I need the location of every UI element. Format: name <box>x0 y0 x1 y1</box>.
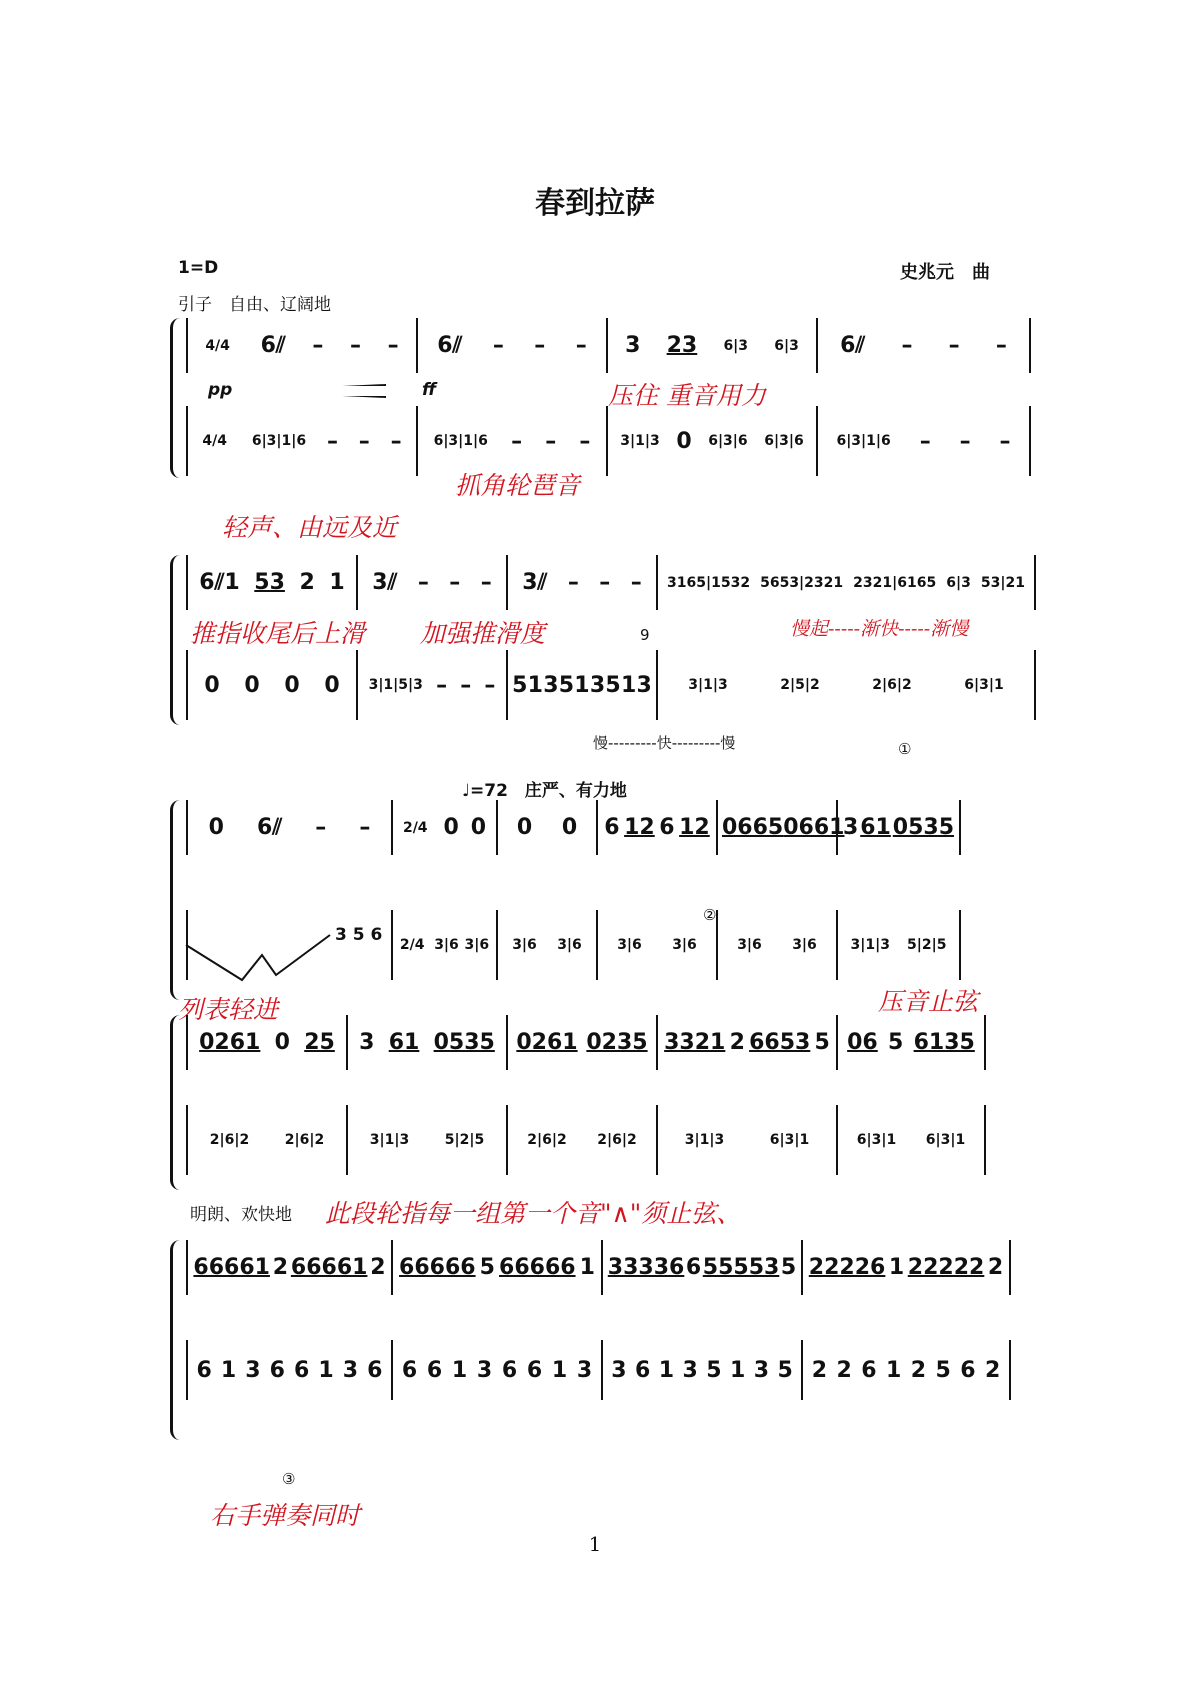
intro-marking: 引子 自由、辽阔地 <box>178 295 331 315</box>
page-title: 春到拉萨 <box>535 186 655 221</box>
measure <box>836 910 961 980</box>
measure <box>506 1105 656 1175</box>
note: 1 <box>888 1255 905 1280</box>
note: 3 <box>359 1030 375 1055</box>
dash: – <box>349 333 361 358</box>
note: 3 <box>589 672 606 698</box>
upper-voice <box>186 1240 1036 1295</box>
note: 0 <box>244 672 260 698</box>
note: 5 <box>479 1255 495 1280</box>
note: 61 <box>860 815 891 840</box>
time-signature: 4/4 <box>202 433 228 449</box>
dash: – <box>999 428 1011 454</box>
note: 3 <box>576 1357 593 1383</box>
annotation: 轻声、由远及近 <box>222 513 398 542</box>
measure <box>356 555 506 610</box>
chord: 3|6 <box>557 937 582 953</box>
dash: – <box>534 333 546 358</box>
note: 6135 <box>913 1030 975 1055</box>
measure <box>716 910 836 980</box>
measure <box>656 555 1036 610</box>
score-system <box>170 1015 1036 1190</box>
measure <box>816 318 1031 373</box>
measure <box>716 800 845 855</box>
note: 0 <box>561 815 578 840</box>
note: 1 <box>329 570 345 595</box>
measure <box>391 1240 601 1295</box>
page-number: 1 <box>588 1532 602 1556</box>
chord: 6|3|1|6 <box>251 433 307 449</box>
dash: – <box>995 333 1007 358</box>
note: 66666 <box>499 1255 576 1280</box>
note: 33336 <box>607 1255 685 1280</box>
chord: 2|6|2 <box>209 1132 250 1148</box>
key-signature: 1=D <box>178 258 219 278</box>
measure <box>391 1340 601 1400</box>
note: 6⫽ <box>840 333 866 358</box>
staff-brace <box>170 318 183 478</box>
note: 0 <box>470 815 487 840</box>
note: 0535 <box>892 815 955 840</box>
annotation: 压音止弦 <box>878 987 979 1016</box>
chord: 3|6 <box>737 937 762 953</box>
note: 5 <box>935 1357 951 1383</box>
note: 5 <box>706 1357 722 1383</box>
note: 0 <box>208 815 224 840</box>
note: 6653 <box>749 1030 811 1055</box>
note: 6 <box>526 1357 543 1383</box>
chord: 3|1|3 <box>620 433 660 449</box>
chord: 5|2|5 <box>444 1132 485 1148</box>
note: 0 <box>676 428 692 454</box>
note: 6⫽ <box>260 333 286 358</box>
time-signature: 4/4 <box>205 337 230 354</box>
note: 6 <box>426 1357 443 1383</box>
chord: 3|6 <box>792 937 817 953</box>
note: 25 <box>304 1030 335 1055</box>
measure <box>186 800 391 855</box>
time-signature: 2/4 <box>399 937 425 953</box>
note: 3 <box>625 333 641 358</box>
score-system <box>170 1240 1036 1440</box>
measure <box>656 650 1036 720</box>
note: 0235 <box>586 1030 648 1055</box>
note: 6 <box>685 1255 702 1280</box>
measure <box>391 800 496 855</box>
chord: 6|3|6 <box>708 433 748 449</box>
chord: 6|3|1 <box>769 1132 810 1148</box>
tuplet-number: 9 <box>640 626 650 644</box>
staff-brace <box>170 1015 183 1190</box>
note: 6⫽ <box>257 815 283 840</box>
measure <box>836 1105 986 1175</box>
note: 12 <box>679 815 710 840</box>
upper-voice <box>186 318 1036 373</box>
chord: 3|6 <box>434 937 459 953</box>
measure <box>506 1015 656 1070</box>
note: 6 <box>659 815 675 840</box>
note: 6 <box>294 1357 310 1383</box>
upper-voice <box>186 1015 1036 1070</box>
note: 3321 <box>664 1030 726 1055</box>
measure <box>356 650 506 720</box>
measure <box>606 406 816 476</box>
note: 1 <box>620 672 637 698</box>
chord: 3|1|3 <box>688 677 728 693</box>
note: 0 <box>324 672 340 698</box>
note: 61 <box>388 1030 420 1055</box>
upper-voice <box>186 800 1036 855</box>
note: 5 <box>780 1255 797 1280</box>
annotation: 压住 重音用力 <box>608 381 766 410</box>
note: 0665 <box>722 815 784 840</box>
staff-brace <box>170 555 183 725</box>
note: 1 <box>318 1357 334 1383</box>
note: 1 <box>729 1357 746 1383</box>
note: 6 <box>196 1357 212 1383</box>
chord: 5653|2321 <box>760 574 844 591</box>
note: 1 <box>451 1357 468 1383</box>
dash: – <box>460 672 472 698</box>
dash: – <box>358 428 370 454</box>
dash: – <box>599 570 611 595</box>
dash: – <box>545 428 557 454</box>
score-system <box>170 555 1036 725</box>
note: 3 <box>753 1357 770 1383</box>
note: 2 <box>836 1357 852 1383</box>
note: 5 <box>888 1030 904 1055</box>
chord: 6|3|1 <box>964 677 1004 693</box>
note: 0 <box>284 672 300 698</box>
annotation: 抓角轮琶音 <box>455 471 581 500</box>
measure <box>801 1240 1011 1295</box>
note: 22222 <box>907 1255 985 1280</box>
note: 6⫽ <box>437 333 463 358</box>
chord: 6|3|1 <box>925 1132 966 1148</box>
measure <box>656 1105 836 1175</box>
note: 6 <box>367 1357 383 1383</box>
measure <box>346 1105 506 1175</box>
dash: – <box>492 333 504 358</box>
note: 5 <box>512 672 528 698</box>
note: 0 <box>274 1030 290 1055</box>
note: 2 <box>910 1357 927 1383</box>
measure <box>186 1240 391 1295</box>
note: 2 <box>729 1030 745 1055</box>
lower-voice <box>186 910 1036 980</box>
note: 5 <box>814 1030 830 1055</box>
chord: 6|3|1|6 <box>836 433 891 449</box>
score-system <box>170 318 1036 478</box>
dash: – <box>390 428 402 454</box>
composer: 史兆元 曲 <box>900 262 990 283</box>
note: 5 <box>777 1357 793 1383</box>
chord: 6|3 <box>946 574 971 591</box>
note: 3 <box>543 672 559 698</box>
measure <box>801 1340 1011 1400</box>
dash: – <box>417 570 429 595</box>
chord: 5|2|5 <box>907 937 947 953</box>
chord: 2|6|2 <box>872 677 912 693</box>
chord: 3|1|3 <box>850 937 890 953</box>
dash: – <box>449 570 461 595</box>
dash: – <box>436 672 448 698</box>
note: 6 <box>269 1357 285 1383</box>
dash: – <box>630 570 642 595</box>
dynamic-ff: ff <box>422 380 437 400</box>
dynamic-pp: pp <box>208 380 233 400</box>
annotation: 右手弹奏同时 <box>210 1501 361 1530</box>
note: 1 <box>220 1357 237 1383</box>
note: 6 <box>401 1357 418 1383</box>
measure <box>601 1240 801 1295</box>
note: 2 <box>987 1255 1004 1280</box>
chord: 6|3|6 <box>764 433 804 449</box>
note: 0 <box>204 672 220 698</box>
measure <box>596 800 716 855</box>
note: 3 <box>245 1357 261 1383</box>
measure <box>506 555 656 610</box>
note: 53 <box>254 570 285 595</box>
section-circle-2: ② <box>703 906 717 924</box>
chord: 2|5|2 <box>780 677 820 693</box>
note: 3 <box>682 1357 698 1383</box>
annotation: 慢起-----渐快-----渐慢 <box>790 618 969 640</box>
note: 2 <box>299 570 315 595</box>
dash: – <box>919 428 931 454</box>
section-circle-3: ③ <box>282 1470 296 1488</box>
note: 2 <box>370 1255 386 1280</box>
note: 0535 <box>433 1030 495 1055</box>
chord: 2|6|2 <box>527 1132 567 1148</box>
chord: 2321|6165 <box>853 574 937 591</box>
note: 22226 <box>808 1255 886 1280</box>
note: 12 <box>624 815 655 840</box>
chord: 3|6 <box>512 937 537 953</box>
time-signature: 2/4 <box>402 819 428 836</box>
note: 6 <box>960 1357 976 1383</box>
measure <box>596 910 716 980</box>
measure <box>836 800 961 855</box>
measure <box>186 650 356 720</box>
measure <box>391 910 496 980</box>
note: 55553 <box>702 1255 780 1280</box>
staff-brace <box>170 1240 183 1440</box>
note: 0261 <box>199 1030 261 1055</box>
lower-voice <box>186 406 1036 476</box>
note: 1 <box>574 672 590 698</box>
measure <box>186 555 356 610</box>
score-system <box>170 800 1036 1000</box>
note: 1 <box>551 1357 568 1383</box>
note: 66661 <box>290 1255 368 1280</box>
chord: 6|3|1|6 <box>433 433 488 449</box>
note: 0661 <box>783 815 845 840</box>
measure <box>816 406 1031 476</box>
dash: – <box>312 333 324 358</box>
measure <box>606 318 816 373</box>
measure <box>656 1015 836 1070</box>
note: 3 <box>342 1357 359 1383</box>
chord: 3|1|5|3 <box>368 677 423 693</box>
measure <box>416 406 606 476</box>
measure <box>836 1015 986 1070</box>
dash: – <box>387 333 399 358</box>
note: 5 <box>605 672 621 698</box>
chord: 3|6 <box>672 937 697 953</box>
chord: 6|3|1 <box>856 1132 897 1148</box>
note: 06 <box>847 1030 878 1055</box>
measure <box>496 910 596 980</box>
note: 2 <box>272 1255 289 1280</box>
note: 6 <box>634 1357 651 1383</box>
glissando-notes: 3 5 6 <box>335 925 383 945</box>
note: 66666 <box>399 1255 476 1280</box>
dash: – <box>959 428 971 454</box>
dash: – <box>315 815 327 840</box>
note: 2 <box>984 1357 1001 1383</box>
measure <box>186 910 391 980</box>
chord: 3|6 <box>617 937 642 953</box>
chord: 2|6|2 <box>597 1132 637 1148</box>
note: 66661 <box>193 1255 270 1280</box>
dash: – <box>567 570 579 595</box>
measure <box>186 406 416 476</box>
measure <box>186 318 416 373</box>
chord: 3|6 <box>464 937 490 953</box>
note: 0 <box>516 815 533 840</box>
chord: 3|1|3 <box>369 1132 410 1148</box>
note: 6 <box>861 1357 877 1383</box>
lower-voice <box>186 650 1036 720</box>
note: 6 <box>604 815 620 840</box>
note: 3 <box>842 815 859 840</box>
dash: – <box>480 570 492 595</box>
annotation: 列表轻进 <box>178 995 279 1024</box>
note: 23 <box>666 333 698 358</box>
note: 3 <box>611 1357 627 1383</box>
note: 0 <box>443 815 459 840</box>
dash: – <box>359 815 371 840</box>
note: 3⫽ <box>372 570 398 595</box>
measure <box>186 1015 346 1070</box>
note: 3 <box>636 672 652 698</box>
upper-voice <box>186 555 1036 610</box>
note: 0261 <box>516 1030 578 1055</box>
note: 1 <box>579 1255 595 1280</box>
tempo-change: 慢---------快---------慢 <box>593 734 736 752</box>
chord: 6|3 <box>723 337 749 354</box>
dash: – <box>484 672 496 698</box>
chord: 53|21 <box>980 574 1025 591</box>
dash: – <box>901 333 913 358</box>
note: 1 <box>885 1357 902 1383</box>
chord: 3165|1532 <box>667 574 751 591</box>
tempo-marking: ♩=72 庄严、有力地 <box>462 781 627 801</box>
annotation: 推指收尾后上滑 <box>190 619 366 648</box>
measure <box>346 1015 506 1070</box>
measure <box>186 1340 391 1400</box>
note: 2 <box>811 1357 828 1383</box>
measure <box>601 1340 801 1400</box>
dash: – <box>948 333 960 358</box>
measure <box>496 800 596 855</box>
note: 1 <box>658 1357 675 1383</box>
note: 5 <box>558 672 575 698</box>
note: 6⫽1 <box>199 570 240 595</box>
chord: 2|6|2 <box>284 1132 325 1148</box>
lower-voice <box>186 1105 1036 1175</box>
staff-brace <box>170 800 183 1000</box>
note: 6 <box>501 1357 518 1383</box>
note: 3⫽ <box>522 570 548 595</box>
dash: – <box>326 428 338 454</box>
chord: 3|1|3 <box>684 1132 725 1148</box>
measure <box>506 650 656 720</box>
annotation: 加强推滑度 <box>420 619 546 648</box>
dash: – <box>511 428 523 454</box>
note: 1 <box>527 672 543 698</box>
chord: 6|3 <box>774 337 799 354</box>
section-marking: 明朗、欢快地 <box>190 1205 292 1225</box>
note: 3 <box>476 1357 493 1383</box>
section-circle-1: ① <box>898 740 912 758</box>
dash: – <box>579 428 591 454</box>
dash: – <box>575 333 587 358</box>
measure <box>186 1105 346 1175</box>
measure <box>416 318 606 373</box>
lower-voice <box>186 1340 1036 1400</box>
annotation: 此段轮指每一组第一个音"∧"须止弦、 <box>325 1199 742 1228</box>
